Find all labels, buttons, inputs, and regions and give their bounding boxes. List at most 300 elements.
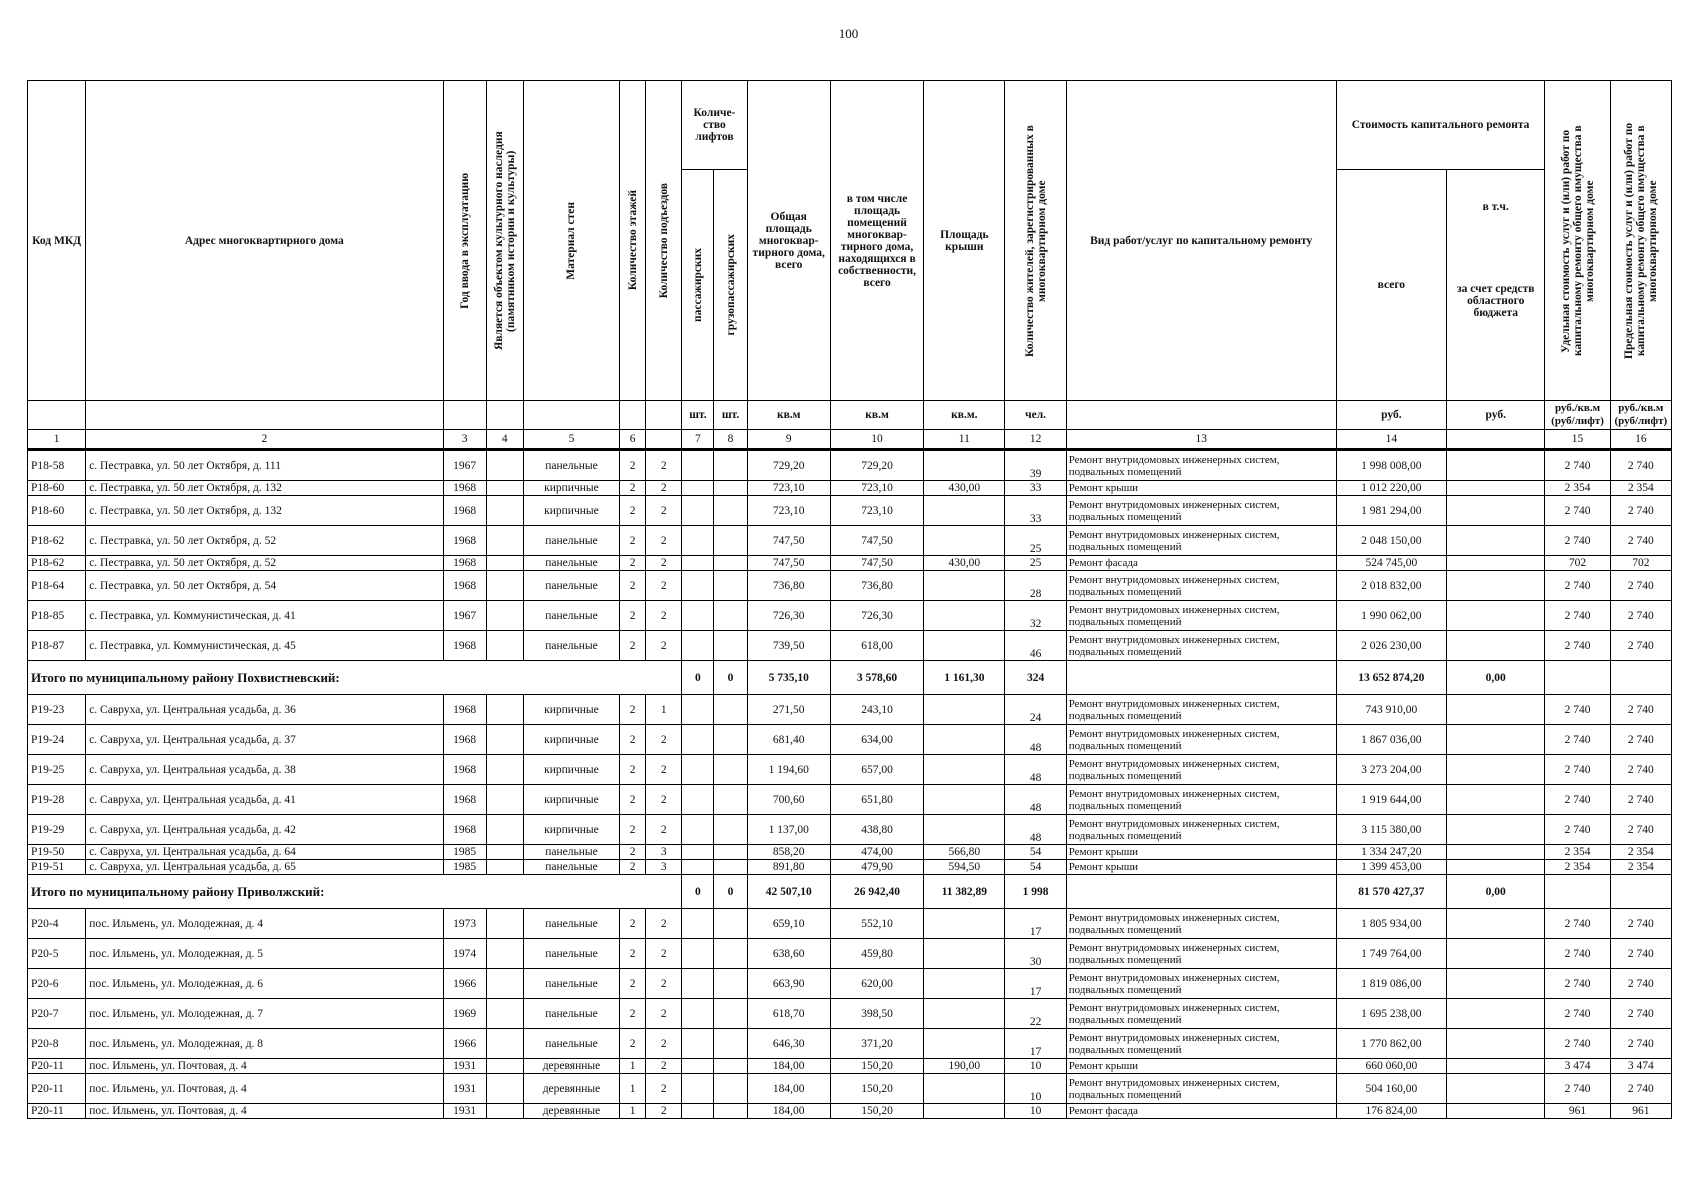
owned-area: 729,20 — [830, 450, 923, 481]
column-number: 16 — [1610, 430, 1671, 450]
column-number: 5 — [523, 430, 619, 450]
lifts-cargo — [714, 450, 747, 481]
repair-cost: 176 824,00 — [1336, 1104, 1446, 1119]
repair-cost: 743 910,00 — [1336, 695, 1446, 725]
entrance-count: 2 — [646, 785, 682, 815]
table-row — [28, 526, 1672, 556]
district-total-row — [28, 661, 1672, 695]
building-address: с. Савруха, ул. Центральная усадьба, д. 42 — [86, 815, 443, 845]
limit-cost: 2 354 — [1610, 845, 1671, 860]
wall-material: кирпичные — [523, 755, 619, 785]
wall-material: деревянные — [523, 1104, 619, 1119]
entrance-count: 2 — [646, 450, 682, 481]
repair-cost: 504 160,00 — [1336, 1074, 1446, 1104]
wall-material: панельные — [523, 969, 619, 999]
lifts-cargo — [714, 755, 747, 785]
lifts-passenger — [682, 450, 714, 481]
header-roof-area: Площадь крыши — [924, 81, 1005, 401]
total-area: 184,00 — [747, 1059, 830, 1074]
column-number: 10 — [830, 430, 923, 450]
total-residents: 1 998 — [1005, 875, 1066, 909]
lifts-passenger — [682, 725, 714, 755]
residents-count: 25 — [1005, 526, 1066, 556]
roof-area — [924, 909, 1005, 939]
regional-budget — [1447, 1104, 1545, 1119]
floor-count: 2 — [620, 496, 646, 526]
total-area: 729,20 — [747, 450, 830, 481]
lifts-cargo — [714, 1104, 747, 1119]
work-type: Ремонт внутридомовых инженерных систем, подвальных помещений — [1066, 496, 1336, 526]
table-row — [28, 695, 1672, 725]
heritage-flag — [486, 1104, 523, 1119]
repair-cost: 1 819 086,00 — [1336, 969, 1446, 999]
limit-cost: 2 740 — [1610, 1029, 1671, 1059]
total-area: 726,30 — [747, 601, 830, 631]
commission-year: 1931 — [443, 1074, 486, 1104]
header-wall-material: Материал стен — [523, 81, 619, 401]
total-unit-empty — [1545, 875, 1610, 909]
total-area: 1 194,60 — [747, 755, 830, 785]
regional-budget — [1447, 860, 1545, 875]
capital-repair-table-container — [27, 80, 1672, 1119]
unit-cost: 2 740 — [1545, 526, 1610, 556]
unit-cost: 702 — [1545, 556, 1610, 571]
unit-cost: 2 740 — [1545, 725, 1610, 755]
table-row — [28, 1059, 1672, 1074]
heritage-flag — [486, 815, 523, 845]
entrance-count: 3 — [646, 845, 682, 860]
heritage-flag — [486, 571, 523, 601]
total-area: 5 735,10 — [747, 661, 830, 695]
header-cost-regional — [1447, 170, 1545, 401]
residents-count: 10 — [1005, 1074, 1066, 1104]
header-floors: Количество этажей — [620, 81, 646, 401]
building-code: P18-62 — [28, 526, 86, 556]
floor-count: 2 — [620, 571, 646, 601]
limit-cost: 2 740 — [1610, 939, 1671, 969]
work-type: Ремонт внутридомовых инженерных систем, подвальных помещений — [1066, 999, 1336, 1029]
repair-cost: 524 745,00 — [1336, 556, 1446, 571]
building-code: P18-60 — [28, 496, 86, 526]
residents-count: 30 — [1005, 939, 1066, 969]
total-cost: 81 570 427,37 — [1336, 875, 1446, 909]
floor-count: 2 — [620, 999, 646, 1029]
column-number: 15 — [1545, 430, 1610, 450]
work-type: Ремонт внутридомовых инженерных систем, подвальных помещений — [1066, 526, 1336, 556]
roof-area — [924, 601, 1005, 631]
table-row — [28, 785, 1672, 815]
table-row — [28, 481, 1672, 496]
owned-area: 479,90 — [830, 860, 923, 875]
table-row — [28, 601, 1672, 631]
lifts-passenger — [682, 1104, 714, 1119]
limit-cost: 2 740 — [1610, 1074, 1671, 1104]
building-address: пос. Ильмень, ул. Молодежная, д. 5 — [86, 939, 443, 969]
commission-year: 1931 — [443, 1059, 486, 1074]
wall-material: кирпичные — [523, 725, 619, 755]
unit-empty — [646, 401, 682, 430]
work-type: Ремонт внутридомовых инженерных систем, подвальных помещений — [1066, 1074, 1336, 1104]
total-area: 646,30 — [747, 1029, 830, 1059]
roof-area: 566,80 — [924, 845, 1005, 860]
wall-material: панельные — [523, 1029, 619, 1059]
unit-cost: 2 354 — [1545, 860, 1610, 875]
column-number: 6 — [620, 430, 646, 450]
regional-budget — [1447, 496, 1545, 526]
residents-count: 46 — [1005, 631, 1066, 661]
unit-cost: 2 740 — [1545, 1074, 1610, 1104]
roof-area — [924, 450, 1005, 481]
limit-cost: 2 740 — [1610, 496, 1671, 526]
district-total-row — [28, 875, 1672, 909]
floor-count: 2 — [620, 725, 646, 755]
limit-cost: 961 — [1610, 1104, 1671, 1119]
regional-budget — [1447, 845, 1545, 860]
capital-repair-table — [27, 80, 1672, 1119]
header-cost-total: всего — [1336, 170, 1446, 401]
column-number: 2 — [86, 430, 443, 450]
building-address: с. Пестравка, ул. 50 лет Октября, д. 52 — [86, 556, 443, 571]
wall-material: панельные — [523, 999, 619, 1029]
column-number: 1 — [28, 430, 86, 450]
building-code: P20-11 — [28, 1074, 86, 1104]
table-row — [28, 755, 1672, 785]
regional-budget — [1447, 571, 1545, 601]
building-code: P19-24 — [28, 725, 86, 755]
wall-material: деревянные — [523, 1074, 619, 1104]
commission-year: 1968 — [443, 556, 486, 571]
building-address: с. Пестравка, ул. 50 лет Октября, д. 132 — [86, 496, 443, 526]
limit-cost: 2 740 — [1610, 571, 1671, 601]
lifts-passenger — [682, 845, 714, 860]
residents-count: 17 — [1005, 1029, 1066, 1059]
column-number: 12 — [1005, 430, 1066, 450]
commission-year: 1974 — [443, 939, 486, 969]
regional-budget — [1447, 815, 1545, 845]
wall-material: панельные — [523, 526, 619, 556]
wall-material: кирпичные — [523, 785, 619, 815]
entrance-count: 2 — [646, 755, 682, 785]
table-row — [28, 845, 1672, 860]
entrance-count: 2 — [646, 631, 682, 661]
repair-cost: 3 115 380,00 — [1336, 815, 1446, 845]
table-row — [28, 631, 1672, 661]
total-area: 891,80 — [747, 860, 830, 875]
regional-budget — [1447, 939, 1545, 969]
limit-cost: 2 740 — [1610, 755, 1671, 785]
limit-cost: 2 740 — [1610, 450, 1671, 481]
regional-budget — [1447, 969, 1545, 999]
district-total-label: Итого по муниципальному району Похвистневский: — [28, 661, 682, 695]
lifts-passenger — [682, 860, 714, 875]
floor-count: 1 — [620, 1059, 646, 1074]
floor-count: 2 — [620, 815, 646, 845]
floor-count: 2 — [620, 969, 646, 999]
unit-cost: 2 740 — [1545, 601, 1610, 631]
lifts-cargo — [714, 785, 747, 815]
lifts-passenger — [682, 601, 714, 631]
lifts-cargo — [714, 999, 747, 1029]
entrance-count: 2 — [646, 496, 682, 526]
total-regional: 0,00 — [1447, 661, 1545, 695]
column-number: 14 — [1336, 430, 1446, 450]
header-owned-area: в том числе площадь помещений многоквар-тирного дома, находящихся в собственности, всего — [830, 81, 923, 401]
commission-year: 1985 — [443, 845, 486, 860]
total-area: 739,50 — [747, 631, 830, 661]
header-lifts-passenger: пассажирских — [682, 170, 714, 401]
commission-year: 1968 — [443, 496, 486, 526]
heritage-flag — [486, 785, 523, 815]
work-type: Ремонт крыши — [1066, 481, 1336, 496]
page-number: 100 — [838, 26, 859, 41]
floor-count: 2 — [620, 695, 646, 725]
total-area: 659,10 — [747, 909, 830, 939]
work-type: Ремонт внутридомовых инженерных систем, подвальных помещений — [1066, 815, 1336, 845]
building-code: P20-5 — [28, 939, 86, 969]
residents-count: 17 — [1005, 909, 1066, 939]
total-lifts-passenger: 0 — [682, 875, 714, 909]
building-address: с. Пестравка, ул. 50 лет Октября, д. 111 — [86, 450, 443, 481]
limit-cost: 2 354 — [1610, 481, 1671, 496]
heritage-flag — [486, 725, 523, 755]
residents-count: 39 — [1005, 450, 1066, 481]
floor-count: 1 — [620, 1074, 646, 1104]
work-type: Ремонт внутридомовых инженерных систем, подвальных помещений — [1066, 969, 1336, 999]
repair-cost: 1 919 644,00 — [1336, 785, 1446, 815]
header-row-1 — [28, 81, 1672, 170]
table-row — [28, 999, 1672, 1029]
wall-material: кирпичные — [523, 481, 619, 496]
lifts-cargo — [714, 631, 747, 661]
unit-cost: 2 740 — [1545, 755, 1610, 785]
header-cost-incl: в т.ч. — [1482, 201, 1509, 213]
residents-count: 32 — [1005, 601, 1066, 631]
header-entrances: Количество подъездов — [646, 81, 682, 401]
repair-cost: 3 273 204,00 — [1336, 755, 1446, 785]
roof-area — [924, 999, 1005, 1029]
repair-cost: 1 805 934,00 — [1336, 909, 1446, 939]
residents-count: 22 — [1005, 999, 1066, 1029]
floor-count: 2 — [620, 556, 646, 571]
lifts-cargo — [714, 1074, 747, 1104]
unit-cost: 2 740 — [1545, 450, 1610, 481]
column-number — [646, 430, 682, 450]
building-address: с. Пестравка, ул. 50 лет Октября, д. 52 — [86, 526, 443, 556]
owned-area: 398,50 — [830, 999, 923, 1029]
district-total-label: Итого по муниципальному району Приволжский: — [28, 875, 682, 909]
unit-people: чел. — [1005, 401, 1066, 430]
owned-area: 371,20 — [830, 1029, 923, 1059]
total-residents: 324 — [1005, 661, 1066, 695]
lifts-cargo — [714, 845, 747, 860]
owned-area: 618,00 — [830, 631, 923, 661]
building-address: с. Савруха, ул. Центральная усадьба, д. 36 — [86, 695, 443, 725]
building-code: P20-4 — [28, 909, 86, 939]
floor-count: 2 — [620, 909, 646, 939]
entrance-count: 2 — [646, 969, 682, 999]
residents-count: 33 — [1005, 481, 1066, 496]
work-type: Ремонт крыши — [1066, 860, 1336, 875]
repair-cost: 1 770 862,00 — [1336, 1029, 1446, 1059]
floor-count: 2 — [620, 481, 646, 496]
roof-area: 430,00 — [924, 556, 1005, 571]
owned-area: 150,20 — [830, 1059, 923, 1074]
building-address: с. Савруха, ул. Центральная усадьба, д. 64 — [86, 845, 443, 860]
residents-count: 54 — [1005, 845, 1066, 860]
lifts-passenger — [682, 815, 714, 845]
table-row — [28, 496, 1672, 526]
total-regional: 0,00 — [1447, 875, 1545, 909]
roof-area: 190,00 — [924, 1059, 1005, 1074]
lifts-cargo — [714, 860, 747, 875]
entrance-count: 2 — [646, 939, 682, 969]
total-limit-empty — [1610, 661, 1671, 695]
lifts-passenger — [682, 631, 714, 661]
unit-cost: 2 740 — [1545, 695, 1610, 725]
limit-cost: 2 740 — [1610, 785, 1671, 815]
repair-cost: 1 334 247,20 — [1336, 845, 1446, 860]
regional-budget — [1447, 481, 1545, 496]
unit-cost: 2 354 — [1545, 845, 1610, 860]
unit-cost: 2 740 — [1545, 1029, 1610, 1059]
lifts-passenger — [682, 556, 714, 571]
commission-year: 1968 — [443, 785, 486, 815]
unit-sqm: кв.м — [830, 401, 923, 430]
floor-count: 2 — [620, 450, 646, 481]
entrance-count: 2 — [646, 571, 682, 601]
regional-budget — [1447, 556, 1545, 571]
commission-year: 1967 — [443, 450, 486, 481]
heritage-flag — [486, 1059, 523, 1074]
unit-cost: 2 740 — [1545, 999, 1610, 1029]
heritage-flag — [486, 845, 523, 860]
building-address: с. Савруха, ул. Центральная усадьба, д. 41 — [86, 785, 443, 815]
building-code: P18-62 — [28, 556, 86, 571]
wall-material: панельные — [523, 450, 619, 481]
floor-count: 2 — [620, 785, 646, 815]
repair-cost: 660 060,00 — [1336, 1059, 1446, 1074]
work-type: Ремонт внутридомовых инженерных систем, подвальных помещений — [1066, 909, 1336, 939]
lifts-passenger — [682, 496, 714, 526]
header-cost-group: Стоимость капитального ремонта — [1336, 81, 1545, 170]
entrance-count: 2 — [646, 1029, 682, 1059]
unit-rub-per-sqm: руб./кв.м (руб/лифт) — [1545, 401, 1610, 430]
unit-cost: 2 740 — [1545, 969, 1610, 999]
header-total-area: Общая площадь многоквар-тирного дома, всего — [747, 81, 830, 401]
total-area: 858,20 — [747, 845, 830, 860]
total-area: 42 507,10 — [747, 875, 830, 909]
building-address: с. Савруха, ул. Центральная усадьба, д. 37 — [86, 725, 443, 755]
building-address: с. Савруха, ул. Центральная усадьба, д. 65 — [86, 860, 443, 875]
commission-year: 1985 — [443, 860, 486, 875]
column-number: 4 — [486, 430, 523, 450]
column-number-row — [28, 430, 1672, 450]
entrance-count: 2 — [646, 526, 682, 556]
heritage-flag — [486, 556, 523, 571]
wall-material: кирпичные — [523, 496, 619, 526]
total-area: 618,70 — [747, 999, 830, 1029]
commission-year: 1967 — [443, 601, 486, 631]
column-number: 3 — [443, 430, 486, 450]
total-area: 723,10 — [747, 496, 830, 526]
owned-area: 736,80 — [830, 571, 923, 601]
commission-year: 1973 — [443, 909, 486, 939]
building-address: пос. Ильмень, ул. Молодежная, д. 6 — [86, 969, 443, 999]
unit-cost: 3 474 — [1545, 1059, 1610, 1074]
owned-area: 459,80 — [830, 939, 923, 969]
building-address: пос. Ильмень, ул. Молодежная, д. 4 — [86, 909, 443, 939]
limit-cost: 2 740 — [1610, 999, 1671, 1029]
entrance-count: 2 — [646, 1104, 682, 1119]
building-code: P20-11 — [28, 1104, 86, 1119]
work-type: Ремонт крыши — [1066, 1059, 1336, 1074]
residents-count: 48 — [1005, 785, 1066, 815]
regional-budget — [1447, 526, 1545, 556]
work-type: Ремонт внутридомовых инженерных систем, подвальных помещений — [1066, 1029, 1336, 1059]
total-unit-empty — [1545, 661, 1610, 695]
repair-cost: 1 867 036,00 — [1336, 725, 1446, 755]
regional-budget — [1447, 631, 1545, 661]
table-row — [28, 1074, 1672, 1104]
header-lifts-cargo: грузопассажирских — [714, 170, 747, 401]
regional-budget — [1447, 785, 1545, 815]
floor-count: 2 — [620, 939, 646, 969]
column-number: 9 — [747, 430, 830, 450]
limit-cost: 2 740 — [1610, 601, 1671, 631]
work-type: Ремонт внутридомовых инженерных систем, подвальных помещений — [1066, 725, 1336, 755]
building-code: P19-25 — [28, 755, 86, 785]
building-code: P20-8 — [28, 1029, 86, 1059]
work-type: Ремонт внутридомовых инженерных систем, подвальных помещений — [1066, 631, 1336, 661]
roof-area: 594,50 — [924, 860, 1005, 875]
unit-empty — [523, 401, 619, 430]
table-row — [28, 969, 1672, 999]
roof-area — [924, 526, 1005, 556]
regional-budget — [1447, 725, 1545, 755]
entrance-count: 2 — [646, 1074, 682, 1104]
lifts-passenger — [682, 571, 714, 601]
header-cost-regional-label: за счет средств областного бюджета — [1457, 283, 1535, 319]
roof-area — [924, 969, 1005, 999]
lifts-passenger — [682, 909, 714, 939]
regional-budget — [1447, 695, 1545, 725]
owned-area: 747,50 — [830, 556, 923, 571]
roof-area — [924, 571, 1005, 601]
roof-area: 430,00 — [924, 481, 1005, 496]
lifts-passenger — [682, 481, 714, 496]
floor-count: 2 — [620, 845, 646, 860]
table-row — [28, 1029, 1672, 1059]
table-row — [28, 556, 1672, 571]
unit-rub: руб. — [1336, 401, 1446, 430]
repair-cost: 1 695 238,00 — [1336, 999, 1446, 1029]
roof-area — [924, 1074, 1005, 1104]
lifts-passenger — [682, 526, 714, 556]
total-area: 663,90 — [747, 969, 830, 999]
lifts-cargo — [714, 969, 747, 999]
roof-area — [924, 939, 1005, 969]
lifts-cargo — [714, 1029, 747, 1059]
total-area: 700,60 — [747, 785, 830, 815]
total-work-empty — [1066, 661, 1336, 695]
unit-cost: 2 740 — [1545, 631, 1610, 661]
building-address: с. Пестравка, ул. 50 лет Октября, д. 132 — [86, 481, 443, 496]
commission-year: 1966 — [443, 1029, 486, 1059]
roof-area — [924, 815, 1005, 845]
wall-material: панельные — [523, 631, 619, 661]
heritage-flag — [486, 860, 523, 875]
heritage-flag — [486, 909, 523, 939]
